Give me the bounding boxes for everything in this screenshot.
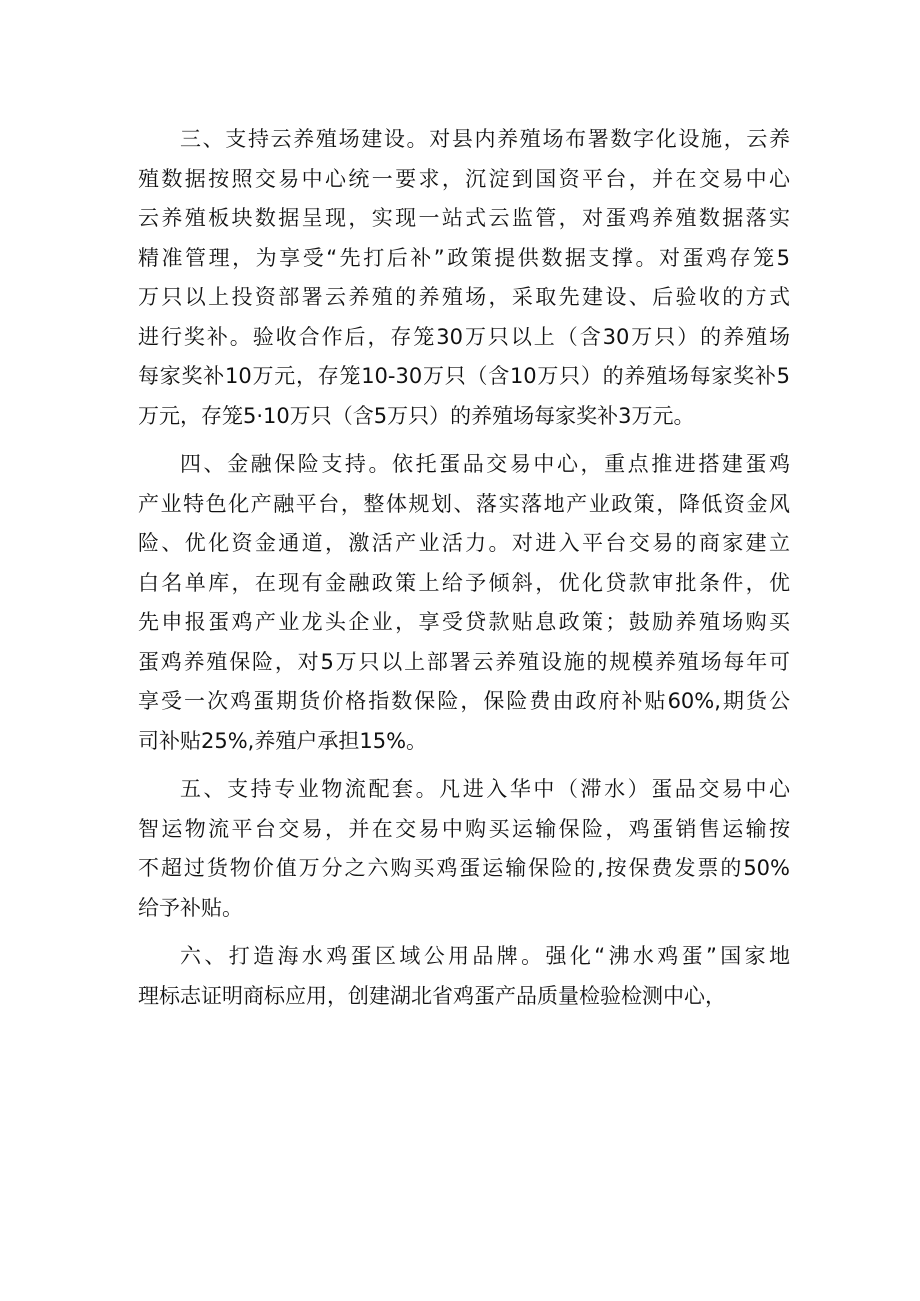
text-line: 六、打造海水鸡蛋区域公用品牌。强化“沸水鸡蛋”国家地 bbox=[180, 944, 790, 968]
text-line: 每家奖补10万元，存笼10-30万只（含10万只）的养殖场每家奖补5 bbox=[138, 364, 790, 388]
text-line: 给予补贴。 bbox=[138, 895, 243, 920]
text-line: 白名单库，在现有金融政策上给予倾斜，优化贷款审批条件，优 bbox=[138, 570, 790, 595]
text-line: 四、金融保险支持。依托蛋品交易中心，重点推进搭建蛋鸡 bbox=[180, 452, 790, 476]
text-line: 殖数据按照交易中心统一要求，沉淀到国资平台，并在交易中心 bbox=[138, 166, 790, 191]
text-line: 三、支持云养殖场建设。对县内养殖场布署数字化设施，云养 bbox=[180, 127, 790, 151]
text-line: 险、优化资金通道，激活产业活力。对进入平台交易的商家建立 bbox=[138, 531, 790, 555]
paragraph-cloud-farming bbox=[138, 120, 790, 436]
text-line: 万元，存笼5·10万只（含5万只）的养殖场每家奖补3万元。 bbox=[138, 403, 695, 428]
text-line: 云养殖板块数据呈现，实现一站式云监管，对蛋鸡养殖数据落实 bbox=[138, 206, 790, 230]
text-line: 万只以上投资部署云养殖的养殖场，采取先建设、后验收的方式 bbox=[138, 285, 790, 309]
text-line: 产业特色化产融平台，整体规划、落实落地产业政策，降低资金风 bbox=[138, 491, 790, 516]
text-line: 蛋鸡养殖保险，对5万只以上部署云养殖设施的规模养殖场每年可 bbox=[138, 649, 790, 674]
paragraph-finance-insurance bbox=[138, 445, 790, 761]
text-line: 五、支持专业物流配套。凡进入华中（滞水）蛋品交易中心 bbox=[180, 777, 790, 801]
text-line: 不超过货物价值万分之六购买鸡蛋运输保险的,按保费发票的50% bbox=[138, 856, 790, 880]
text-line: 智运物流平台交易，并在交易中购买运输保险，鸡蛋销售运输按 bbox=[138, 816, 790, 841]
text-line: 司补贴25%,养殖户承担15%。 bbox=[138, 728, 428, 753]
text-line: 进行奖补。验收合作后，存笼30万只以上（含30万只）的养殖场 bbox=[138, 324, 790, 349]
text-line: 享受一次鸡蛋期货价格指数保险，保险费由政府补贴60%,期货公 bbox=[138, 689, 790, 713]
paragraph-brand bbox=[138, 937, 790, 1016]
text-line: 理标志证明商标应用，创建湖北省鸡蛋产品质量检验检测中心， bbox=[138, 983, 726, 1008]
text-line: 精准管理，为享受“先打后补”政策提供数据支撑。对蛋鸡存笼5 bbox=[138, 245, 790, 270]
document-body bbox=[138, 120, 790, 1016]
text-line: 先申报蛋鸡产业龙头企业，享受贷款贴息政策；鼓励养殖场购买 bbox=[138, 610, 790, 634]
paragraph-logistics bbox=[138, 770, 790, 928]
